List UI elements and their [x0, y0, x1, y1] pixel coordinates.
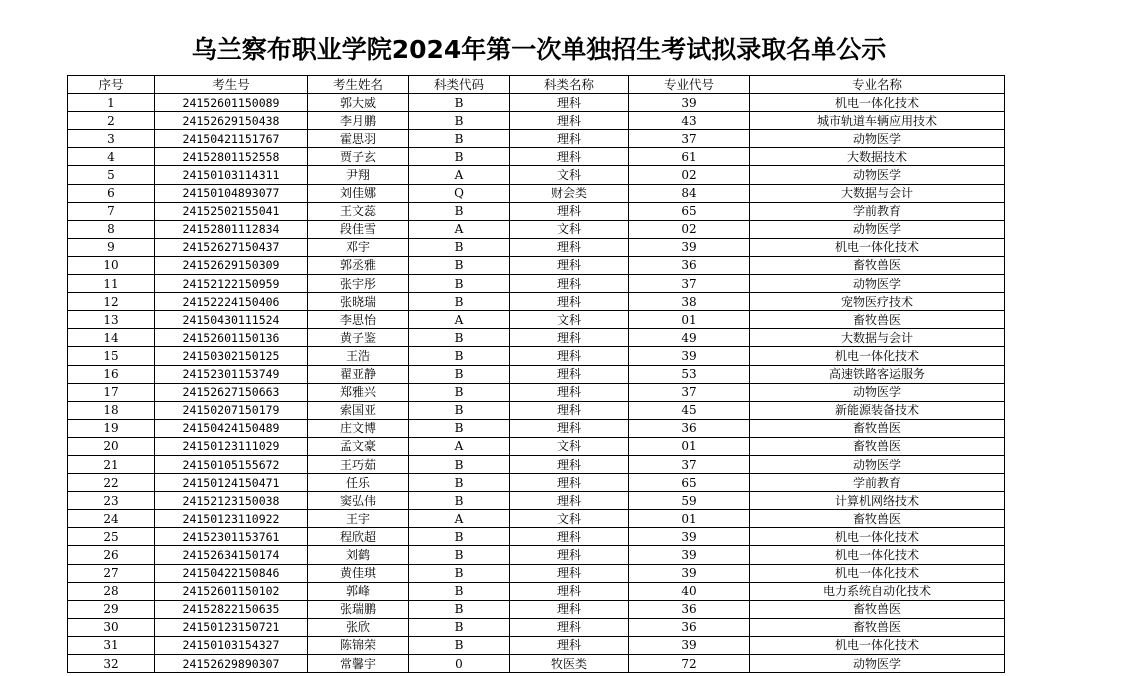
col-major-code: 59 — [629, 492, 750, 510]
col-exam-number: 24150103154327 — [155, 636, 308, 654]
col-student-name: 李月鹏 — [308, 112, 409, 130]
col-exam-number: 24152123150038 — [155, 492, 308, 510]
col-student-name: 张宇彤 — [308, 275, 409, 293]
col-subject-name: 理科 — [510, 564, 629, 582]
col-major-name: 畜牧兽医 — [750, 510, 1005, 528]
col-major-code: 36 — [629, 419, 750, 437]
col-subject-name: 理科 — [510, 275, 629, 293]
col-student-name: 索国亚 — [308, 401, 409, 419]
col-index: 1 — [68, 94, 155, 112]
col-subject-name: 理科 — [510, 112, 629, 130]
col-major-code: 84 — [629, 184, 750, 202]
col-subject-name: 理科 — [510, 455, 629, 473]
col-student-name: 邓宇 — [308, 238, 409, 256]
col-index: 10 — [68, 256, 155, 274]
col-index: 32 — [68, 655, 155, 673]
col-index: 15 — [68, 347, 155, 365]
col-major-name: 大数据与会计 — [750, 184, 1005, 202]
col-subject-code: B — [409, 474, 510, 492]
table-row — [68, 383, 1005, 401]
table-row — [68, 474, 1005, 492]
table-row — [68, 636, 1005, 654]
table-row — [68, 94, 1005, 112]
col-index: 9 — [68, 238, 155, 256]
header-col-major-code: 专业代号 — [629, 76, 750, 94]
col-major-name: 宠物医疗技术 — [750, 293, 1005, 311]
col-major-name: 动物医学 — [750, 130, 1005, 148]
col-major-code: 37 — [629, 130, 750, 148]
col-index: 30 — [68, 618, 155, 636]
col-student-name: 郑雅兴 — [308, 383, 409, 401]
col-index: 21 — [68, 455, 155, 473]
col-student-name: 孟文豪 — [308, 437, 409, 455]
col-exam-number: 24152122150959 — [155, 275, 308, 293]
col-index: 3 — [68, 130, 155, 148]
col-index: 23 — [68, 492, 155, 510]
col-major-name: 机电一体化技术 — [750, 238, 1005, 256]
col-exam-number: 24150123150721 — [155, 618, 308, 636]
col-major-name: 动物医学 — [750, 166, 1005, 184]
col-index: 29 — [68, 600, 155, 618]
col-student-name: 张晓瑞 — [308, 293, 409, 311]
col-subject-code: B — [409, 600, 510, 618]
col-major-code: 37 — [629, 455, 750, 473]
table-body — [68, 94, 1005, 673]
table-row — [68, 329, 1005, 347]
col-student-name: 程欣超 — [308, 528, 409, 546]
col-major-code: 39 — [629, 238, 750, 256]
col-subject-name: 理科 — [510, 148, 629, 166]
col-subject-code: B — [409, 546, 510, 564]
table-row — [68, 492, 1005, 510]
col-subject-name: 理科 — [510, 94, 629, 112]
col-student-name: 张欣 — [308, 618, 409, 636]
table-row — [68, 546, 1005, 564]
col-exam-number: 24150104893077 — [155, 184, 308, 202]
header-col-index: 序号 — [68, 76, 155, 94]
table-row — [68, 130, 1005, 148]
col-major-name: 动物医学 — [750, 220, 1005, 238]
header-col-major-name: 专业名称 — [750, 76, 1005, 94]
col-subject-code: B — [409, 618, 510, 636]
col-index: 11 — [68, 275, 155, 293]
col-subject-code: B — [409, 365, 510, 383]
page-title: 乌兰察布职业学院2024年第一次单独招生考试拟录取名单公示 — [191, 35, 887, 64]
col-student-name: 窦弘伟 — [308, 492, 409, 510]
col-exam-number: 24150421151767 — [155, 130, 308, 148]
col-exam-number: 24150207150179 — [155, 401, 308, 419]
table-row — [68, 437, 1005, 455]
col-exam-number: 24152502155041 — [155, 202, 308, 220]
col-subject-code: B — [409, 94, 510, 112]
col-subject-name: 理科 — [510, 492, 629, 510]
table-row — [68, 293, 1005, 311]
col-subject-name: 理科 — [510, 636, 629, 654]
col-student-name: 黄佳琪 — [308, 564, 409, 582]
col-student-name: 郭丞雅 — [308, 256, 409, 274]
header-col-student-name: 考生姓名 — [308, 76, 409, 94]
col-index: 4 — [68, 148, 155, 166]
col-subject-name: 财会类 — [510, 184, 629, 202]
col-subject-name: 文科 — [510, 220, 629, 238]
col-major-name: 机电一体化技术 — [750, 546, 1005, 564]
col-major-code: 36 — [629, 600, 750, 618]
col-exam-number: 24152822150635 — [155, 600, 308, 618]
table-row — [68, 347, 1005, 365]
col-subject-code: B — [409, 636, 510, 654]
col-major-name: 城市轨道车辆应用技术 — [750, 112, 1005, 130]
table-row — [68, 311, 1005, 329]
col-subject-code: B — [409, 293, 510, 311]
col-index: 24 — [68, 510, 155, 528]
col-major-name: 机电一体化技术 — [750, 564, 1005, 582]
col-index: 2 — [68, 112, 155, 130]
col-major-code: 01 — [629, 437, 750, 455]
col-subject-name: 理科 — [510, 202, 629, 220]
col-subject-code: B — [409, 130, 510, 148]
header-col-exam-number: 考生号 — [155, 76, 308, 94]
table-row — [68, 256, 1005, 274]
col-index: 20 — [68, 437, 155, 455]
col-exam-number: 24150302150125 — [155, 347, 308, 365]
col-subject-name: 理科 — [510, 365, 629, 383]
col-student-name: 庄文博 — [308, 419, 409, 437]
col-subject-code: B — [409, 582, 510, 600]
col-major-name: 畜牧兽医 — [750, 311, 1005, 329]
col-student-name: 翟亚静 — [308, 365, 409, 383]
table-row — [68, 166, 1005, 184]
col-subject-name: 理科 — [510, 238, 629, 256]
col-major-code: 37 — [629, 275, 750, 293]
col-index: 19 — [68, 419, 155, 437]
col-major-name: 畜牧兽医 — [750, 618, 1005, 636]
col-major-name: 大数据技术 — [750, 148, 1005, 166]
col-subject-name: 理科 — [510, 329, 629, 347]
col-major-name: 动物医学 — [750, 655, 1005, 673]
col-index: 16 — [68, 365, 155, 383]
col-major-name: 畜牧兽医 — [750, 256, 1005, 274]
col-major-code: 45 — [629, 401, 750, 419]
col-subject-code: A — [409, 311, 510, 329]
col-student-name: 任乐 — [308, 474, 409, 492]
col-exam-number: 24152627150663 — [155, 383, 308, 401]
header-col-subject-name: 科类名称 — [510, 76, 629, 94]
col-subject-name: 理科 — [510, 618, 629, 636]
col-index: 7 — [68, 202, 155, 220]
col-exam-number: 24152301153749 — [155, 365, 308, 383]
col-exam-number: 24152801112834 — [155, 220, 308, 238]
col-subject-code: B — [409, 419, 510, 437]
col-student-name: 郭大威 — [308, 94, 409, 112]
table-row — [68, 238, 1005, 256]
col-exam-number: 24152634150174 — [155, 546, 308, 564]
col-index: 17 — [68, 383, 155, 401]
col-subject-code: B — [409, 329, 510, 347]
col-subject-name: 理科 — [510, 546, 629, 564]
col-major-code: 39 — [629, 564, 750, 582]
col-subject-name: 理科 — [510, 293, 629, 311]
table-row — [68, 655, 1005, 673]
col-subject-code: B — [409, 564, 510, 582]
col-student-name: 李思怡 — [308, 311, 409, 329]
table-row — [68, 582, 1005, 600]
col-subject-code: A — [409, 220, 510, 238]
col-exam-number: 24152629890307 — [155, 655, 308, 673]
col-subject-code: B — [409, 256, 510, 274]
col-subject-code: B — [409, 401, 510, 419]
col-index: 27 — [68, 564, 155, 582]
col-subject-name: 理科 — [510, 383, 629, 401]
table-row — [68, 275, 1005, 293]
col-subject-name: 文科 — [510, 166, 629, 184]
col-exam-number: 24152224150406 — [155, 293, 308, 311]
col-subject-name: 文科 — [510, 510, 629, 528]
col-major-code: 49 — [629, 329, 750, 347]
col-index: 22 — [68, 474, 155, 492]
col-student-name: 尹翔 — [308, 166, 409, 184]
col-major-code: 72 — [629, 655, 750, 673]
col-subject-code: B — [409, 528, 510, 546]
col-exam-number: 24150123110922 — [155, 510, 308, 528]
col-student-name: 张瑞鹏 — [308, 600, 409, 618]
col-subject-name: 理科 — [510, 130, 629, 148]
col-subject-name: 理科 — [510, 600, 629, 618]
col-exam-number: 24150103114311 — [155, 166, 308, 184]
col-major-code: 39 — [629, 347, 750, 365]
col-student-name: 王文蕊 — [308, 202, 409, 220]
col-index: 31 — [68, 636, 155, 654]
col-exam-number: 24150424150489 — [155, 419, 308, 437]
table-row — [68, 202, 1005, 220]
table-row — [68, 455, 1005, 473]
col-major-name: 计算机网络技术 — [750, 492, 1005, 510]
col-exam-number: 24150124150471 — [155, 474, 308, 492]
col-student-name: 刘佳娜 — [308, 184, 409, 202]
col-student-name: 段佳雪 — [308, 220, 409, 238]
table-row — [68, 184, 1005, 202]
col-subject-name: 理科 — [510, 528, 629, 546]
col-major-name: 动物医学 — [750, 383, 1005, 401]
col-subject-code: B — [409, 383, 510, 401]
col-exam-number: 24152627150437 — [155, 238, 308, 256]
header-row — [68, 76, 1005, 94]
col-subject-code: Q — [409, 184, 510, 202]
col-subject-code: B — [409, 202, 510, 220]
col-major-code: 01 — [629, 510, 750, 528]
col-subject-name: 理科 — [510, 474, 629, 492]
col-index: 13 — [68, 311, 155, 329]
col-subject-code: B — [409, 492, 510, 510]
col-exam-number: 24152801152558 — [155, 148, 308, 166]
col-student-name: 郭峰 — [308, 582, 409, 600]
col-exam-number: 24150430111524 — [155, 311, 308, 329]
col-major-name: 机电一体化技术 — [750, 636, 1005, 654]
col-index: 5 — [68, 166, 155, 184]
col-major-name: 机电一体化技术 — [750, 347, 1005, 365]
col-major-code: 39 — [629, 94, 750, 112]
table-row — [68, 618, 1005, 636]
col-subject-name: 理科 — [510, 582, 629, 600]
col-major-name: 机电一体化技术 — [750, 528, 1005, 546]
col-major-name: 动物医学 — [750, 455, 1005, 473]
table-row — [68, 510, 1005, 528]
table-row — [68, 148, 1005, 166]
col-major-name: 新能源装备技术 — [750, 401, 1005, 419]
col-major-code: 65 — [629, 474, 750, 492]
col-index: 25 — [68, 528, 155, 546]
col-subject-name: 文科 — [510, 437, 629, 455]
col-student-name: 王宇 — [308, 510, 409, 528]
col-major-code: 39 — [629, 528, 750, 546]
col-subject-code: B — [409, 238, 510, 256]
col-index: 12 — [68, 293, 155, 311]
col-major-code: 40 — [629, 582, 750, 600]
col-major-code: 43 — [629, 112, 750, 130]
table-row — [68, 600, 1005, 618]
col-subject-code: B — [409, 347, 510, 365]
col-exam-number: 24152601150136 — [155, 329, 308, 347]
col-subject-code: A — [409, 510, 510, 528]
col-exam-number: 24152629150438 — [155, 112, 308, 130]
col-student-name: 贾子玄 — [308, 148, 409, 166]
col-major-code: 65 — [629, 202, 750, 220]
col-major-name: 畜牧兽医 — [750, 600, 1005, 618]
col-subject-code: A — [409, 166, 510, 184]
col-index: 8 — [68, 220, 155, 238]
col-subject-name: 理科 — [510, 347, 629, 365]
col-subject-code: B — [409, 112, 510, 130]
col-major-name: 电力系统自动化技术 — [750, 582, 1005, 600]
table-row — [68, 528, 1005, 546]
col-index: 26 — [68, 546, 155, 564]
col-major-name: 畜牧兽医 — [750, 419, 1005, 437]
col-index: 14 — [68, 329, 155, 347]
col-subject-code: B — [409, 148, 510, 166]
table-row — [68, 419, 1005, 437]
col-major-name: 学前教育 — [750, 474, 1005, 492]
col-exam-number: 24152301153761 — [155, 528, 308, 546]
col-major-name: 机电一体化技术 — [750, 94, 1005, 112]
col-major-name: 学前教育 — [750, 202, 1005, 220]
col-index: 18 — [68, 401, 155, 419]
col-subject-code: B — [409, 455, 510, 473]
col-exam-number: 24152601150089 — [155, 94, 308, 112]
col-major-code: 38 — [629, 293, 750, 311]
col-major-code: 01 — [629, 311, 750, 329]
col-student-name: 霍思羽 — [308, 130, 409, 148]
col-major-name: 动物医学 — [750, 275, 1005, 293]
table-row — [68, 564, 1005, 582]
col-major-code: 61 — [629, 148, 750, 166]
col-student-name: 陈锦荣 — [308, 636, 409, 654]
table-row — [68, 401, 1005, 419]
col-subject-code: A — [409, 437, 510, 455]
col-subject-name: 理科 — [510, 401, 629, 419]
col-subject-name: 理科 — [510, 419, 629, 437]
col-subject-name: 理科 — [510, 256, 629, 274]
table-row — [68, 365, 1005, 383]
col-student-name: 王巧茹 — [308, 455, 409, 473]
col-subject-code: B — [409, 275, 510, 293]
col-index: 6 — [68, 184, 155, 202]
col-major-code: 36 — [629, 256, 750, 274]
col-major-code: 36 — [629, 618, 750, 636]
header-col-subject-code: 科类代码 — [409, 76, 510, 94]
col-index: 28 — [68, 582, 155, 600]
col-student-name: 黄子鉴 — [308, 329, 409, 347]
col-major-code: 37 — [629, 383, 750, 401]
col-exam-number: 24150422150846 — [155, 564, 308, 582]
col-major-code: 53 — [629, 365, 750, 383]
col-exam-number: 24150123111029 — [155, 437, 308, 455]
col-major-name: 畜牧兽医 — [750, 437, 1005, 455]
col-major-code: 02 — [629, 220, 750, 238]
col-major-code: 02 — [629, 166, 750, 184]
col-student-name: 王浩 — [308, 347, 409, 365]
col-exam-number: 24150105155672 — [155, 455, 308, 473]
col-major-name: 高速铁路客运服务 — [750, 365, 1005, 383]
col-exam-number: 24152629150309 — [155, 256, 308, 274]
table-row — [68, 220, 1005, 238]
col-major-code: 39 — [629, 636, 750, 654]
col-major-code: 39 — [629, 546, 750, 564]
col-subject-name: 文科 — [510, 311, 629, 329]
table-row — [68, 112, 1005, 130]
col-student-name: 常馨宇 — [308, 655, 409, 673]
col-student-name: 刘鹤 — [308, 546, 409, 564]
col-subject-name: 牧医类 — [510, 655, 629, 673]
col-exam-number: 24152601150102 — [155, 582, 308, 600]
admission-list-table — [67, 75, 1005, 673]
col-major-name: 大数据与会计 — [750, 329, 1005, 347]
col-subject-code: 0 — [409, 655, 510, 673]
